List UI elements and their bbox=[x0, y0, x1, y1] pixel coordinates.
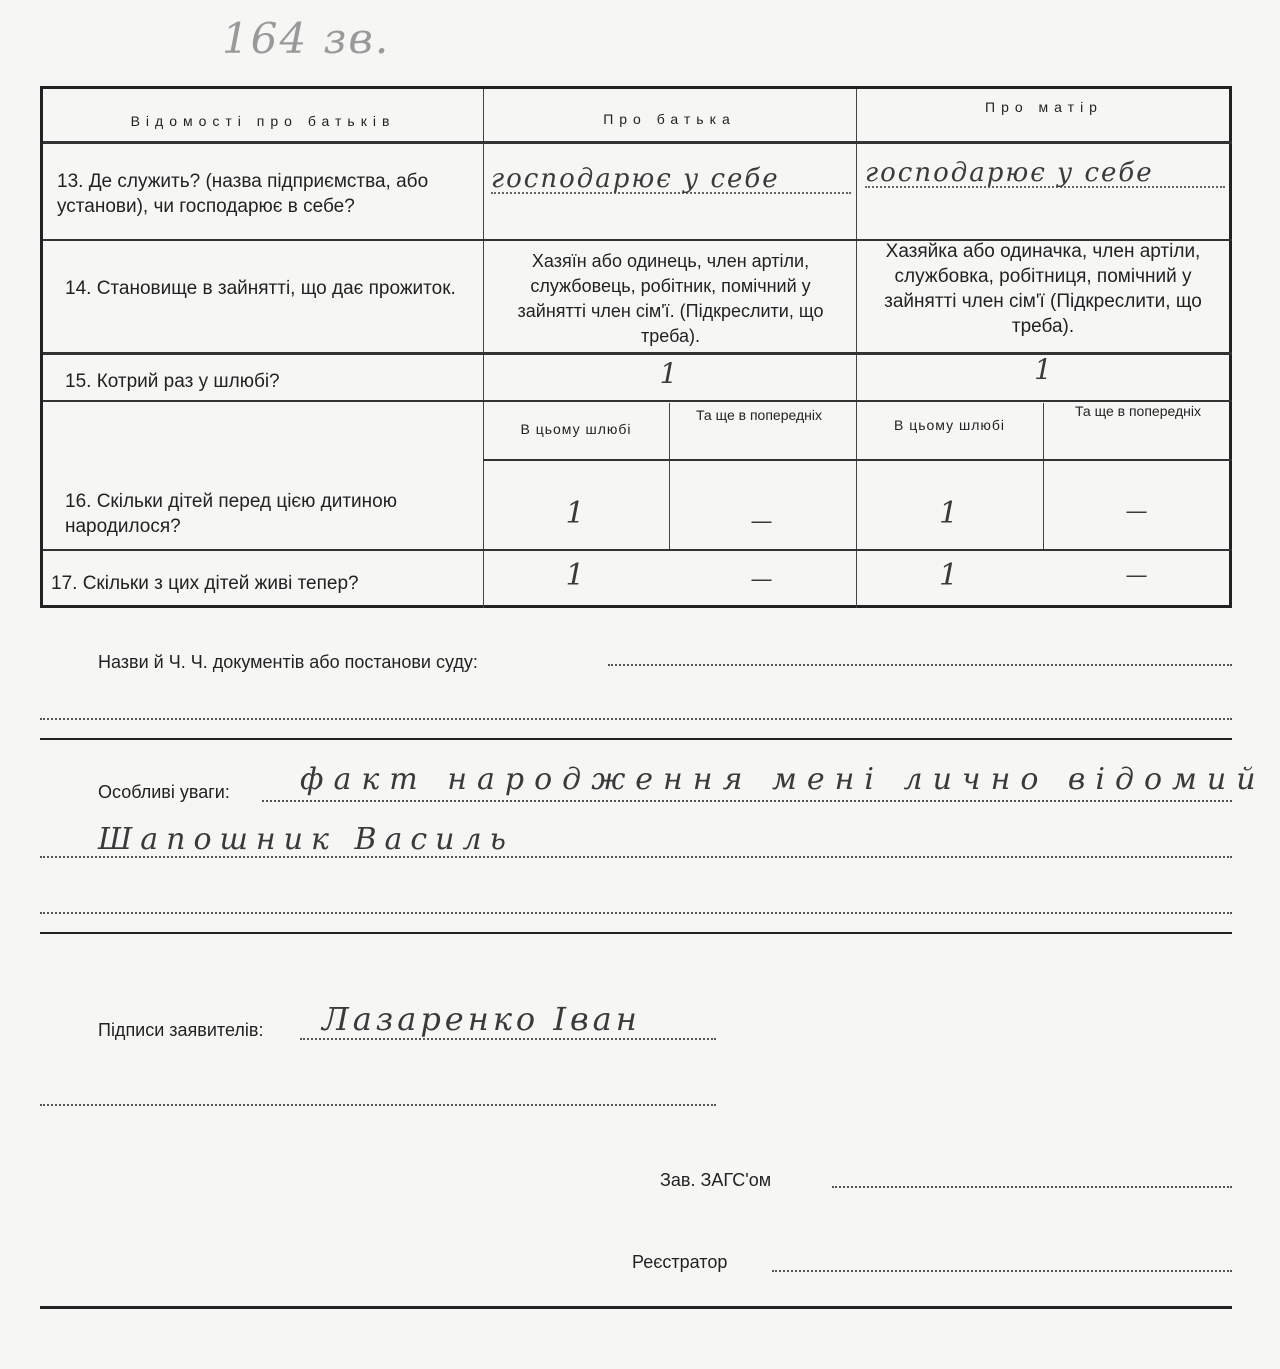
subheader-father-this: В цьому шлюбі bbox=[520, 421, 632, 437]
row13-mother: господарює у себе bbox=[865, 161, 1225, 188]
row17-label: 17. Скільки з цих дітей живі тепер? bbox=[51, 573, 359, 594]
header-parents-info: Відомості про батьків bbox=[130, 113, 396, 129]
row16-father-this: 1 bbox=[565, 496, 587, 531]
header-mother: Про матір bbox=[985, 99, 1103, 115]
row15-mother: 1 bbox=[1034, 353, 1054, 386]
subheader-mother-this: В цьому шлюбі bbox=[893, 417, 1006, 433]
subheader-mother-previous: Та ще в попередніх bbox=[1075, 403, 1201, 419]
row16-label: 16. Скільки дітей перед цією дитиною народилося? bbox=[65, 491, 397, 537]
row15-label: 15. Котрий раз у шлюбі? bbox=[65, 371, 280, 392]
remarks-label: Особливі уваги: bbox=[98, 782, 230, 802]
zags-head-label: Зав. ЗАГС'ом bbox=[660, 1170, 772, 1190]
applicant-signature: Лазаренко Іван bbox=[322, 1000, 641, 1038]
row13-father: господарює у себе bbox=[491, 167, 851, 194]
remarks-line1: факт народження мені лично відомий bbox=[300, 762, 1266, 797]
subheader-father-previous: Та ще в попередніх bbox=[696, 407, 822, 423]
row16-mother-this: 1 bbox=[938, 496, 961, 531]
parents-info-table bbox=[40, 86, 1232, 608]
row14-father: Хазяїн або одинець, член артіли, службовець, робітник, помічний у зайнятті член сім'ї. (Підкреслити, що треба). bbox=[517, 251, 824, 346]
registrar-label: Реєстратор bbox=[632, 1252, 728, 1272]
row14-label: 14. Становище в зайнятті, що дає прожиток. bbox=[65, 278, 456, 299]
row13-label: 13. Де служить? (назва підприємства, або установи), чи господарює в себе? bbox=[57, 171, 429, 217]
row16-mother-previous: — bbox=[1125, 499, 1150, 524]
documents-label: Назви й Ч. Ч. документів або постанови суду: bbox=[98, 652, 478, 672]
header-father: Про батька bbox=[603, 111, 736, 127]
row17-mother-previous: — bbox=[1125, 563, 1150, 588]
remarks-line2: Шапошник Василь bbox=[98, 822, 514, 857]
row17-mother-this: 1 bbox=[938, 558, 961, 593]
row17-father-this: 1 bbox=[565, 558, 587, 593]
row17-father-previous: — bbox=[750, 567, 775, 592]
signatures-label: Підписи заявителів: bbox=[98, 1020, 264, 1040]
row15-father: 1 bbox=[659, 357, 680, 390]
row16-father-previous: — bbox=[750, 509, 775, 534]
archive-note: 164 зв. bbox=[222, 14, 391, 63]
row14-mother: Хазяйка або одиначка, член артіли, службовка, робітниця, помічний у зайнятті член сім'ї (Підкреслити, що треба). bbox=[884, 241, 1202, 337]
